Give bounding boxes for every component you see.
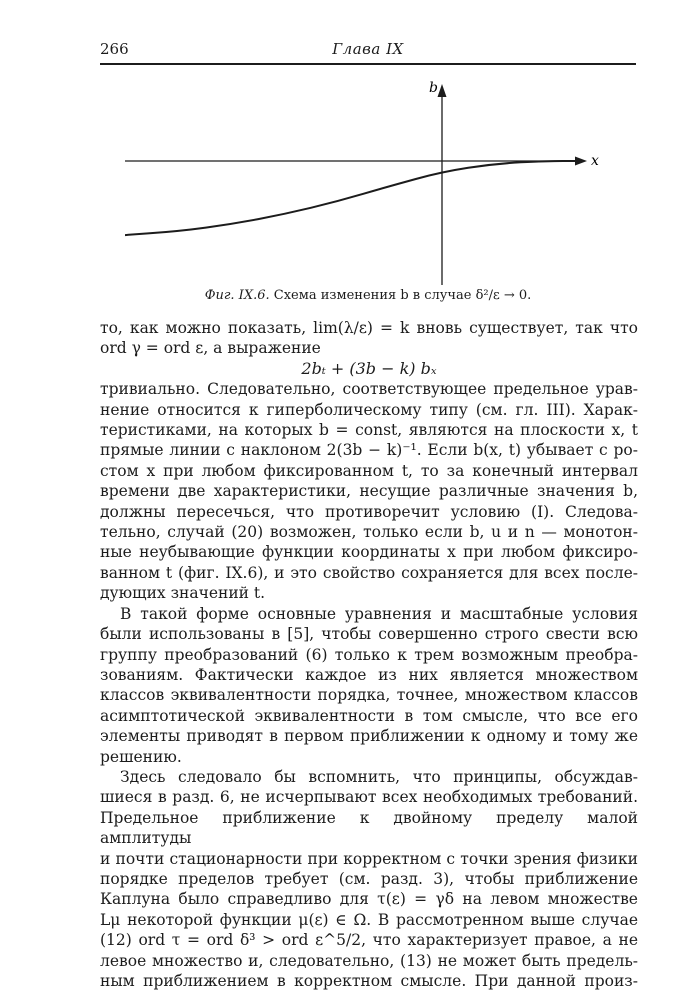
text-line: ным приближением в корректном смысле. При данной произ- — [100, 972, 638, 990]
text-line: дующих значений t. — [100, 584, 266, 603]
text-line: Каплуна было справедливо для τ(ε) = γδ на левом множестве — [100, 890, 638, 909]
text-line: порядке пределов требует (см. разд. 3), чтобы приближение — [100, 869, 638, 888]
caption-label: Фиг. IX.6. — [204, 288, 270, 303]
text-line: ванном t (фиг. IX.6), и это свойство сохраняется для всех после- — [100, 563, 638, 582]
text-line: ord γ = ord ε, а выражение — [100, 339, 321, 358]
text-line: нение относится к гиперболическому типу (см. гл. III). Харак- — [100, 400, 638, 419]
text-line: решению. — [100, 747, 182, 766]
paragraph — [100, 318, 638, 604]
series-line-0 — [125, 161, 579, 236]
running-title: Глава IX — [332, 40, 404, 58]
body-text — [100, 318, 638, 991]
text-line: Здесь следовало бы вспомнить, что принципы, обсуждав- — [120, 767, 638, 786]
figure-ix-6 — [125, 75, 605, 294]
text-line: тривиально. Следовательно, соответствующее предельное урав- — [100, 380, 638, 399]
text-line: группу преобразований (6) только к трем возможным преобра- — [100, 645, 638, 664]
header-rule — [100, 63, 636, 65]
text-line: ные неубывающие функции координаты x при любом фиксиро- — [100, 543, 638, 562]
y-axis-arrowhead — [438, 84, 447, 97]
caption-text: Схема изменения b в случае δ²/ε → 0. — [273, 288, 532, 303]
text-line: зованиям. Фактически каждое из них является множеством — [100, 665, 638, 684]
text-line: были использованы в [5], чтобы совершенно строго свести всю — [100, 625, 638, 644]
text-line: (12) ord τ = ord δ³ > ord ε^5/2, что характеризует правое, а не — [100, 931, 638, 950]
y-axis-label: b — [429, 80, 438, 96]
text-line: теристиками, на которых b = const, являются на плоскости x, t — [100, 421, 638, 440]
text-line: Lμ некоторой функции μ(ε) ∈ Ω. В рассмотренном выше случае — [100, 910, 638, 929]
text-line: шиеся в разд. 6, не исчерпывают всех необходимых требований. — [100, 788, 638, 807]
text-line: то, как можно показать, lim(λ/ε) = k вновь существует, так что — [100, 319, 638, 337]
text-line: и почти стационарности при корректном с точки зрения физики — [100, 849, 638, 868]
text-line: асимптотической эквивалентности в том смысле, что все его — [100, 706, 638, 725]
text-line: классов эквивалентности порядка, точнее, множеством классов — [100, 686, 638, 705]
formula: 2bₜ + (3b − k) bₓ — [301, 358, 437, 378]
text-line: левое множество и, следовательно, (13) не может быть предель- — [100, 951, 638, 970]
text-line: Предельное приближение к двойному пределу малой амплитуды — [100, 808, 638, 848]
paragraph — [100, 604, 638, 767]
x-axis-label: x — [591, 153, 599, 169]
figure-caption — [100, 288, 636, 303]
paragraph — [100, 767, 638, 991]
text-line: времени две характеристики, несущие различные значения b, — [100, 482, 638, 501]
text-line: стом x при любом фиксированном t, то за конечный интервал — [100, 461, 638, 480]
page-header — [100, 40, 636, 64]
text-line: тельно, случай (20) возможен, только если b, u и n — монотон- — [100, 523, 638, 542]
text-line: В такой форме основные уравнения и масштабные условия — [120, 604, 638, 623]
text-line: прямые линии с наклоном 2(3b − k)⁻¹. Если b(x, t) убывает с ро- — [100, 441, 638, 460]
page-number: 266 — [100, 40, 129, 58]
text-line: должны пересечься, что противоречит условию (I). Следова- — [100, 502, 638, 521]
text-line: элементы приводят в первом приближении к одному и тому же — [100, 727, 638, 746]
figure-plot — [125, 75, 605, 290]
series-layer — [125, 161, 579, 236]
